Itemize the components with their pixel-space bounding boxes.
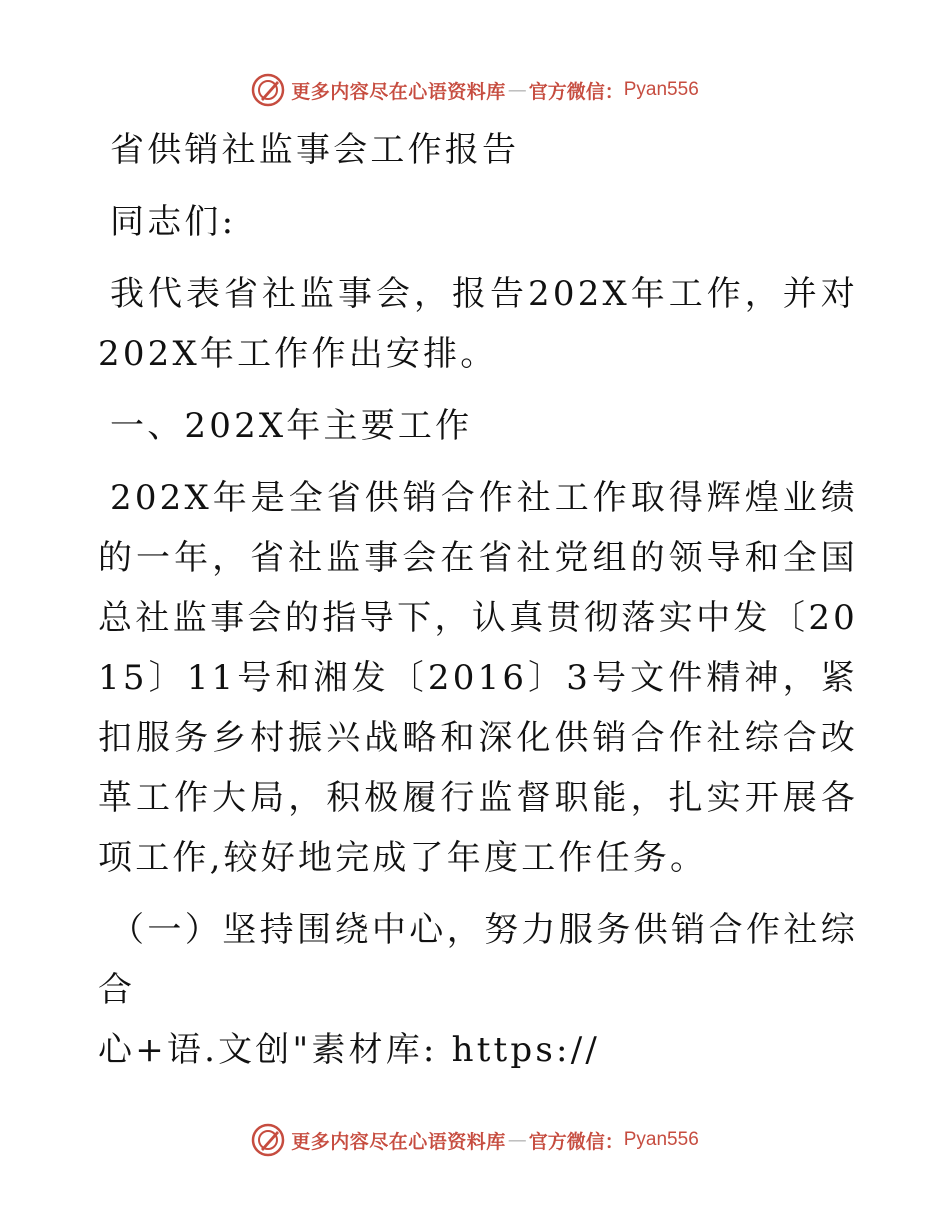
footer-watermark bbox=[0, 1120, 950, 1160]
watermark-brand: 更多内容尽在心语资料库 bbox=[291, 80, 506, 103]
header-watermark bbox=[0, 70, 950, 110]
watermark-separator: — bbox=[507, 1129, 527, 1151]
watermark-separator: — bbox=[507, 79, 527, 101]
section-body-paragraph: 202X年是全省供销合作社工作取得辉煌业绩的一年，省社监事会在省社党组的领导和全国总社监事会的指导下，认真贯彻落实中发〔2015〕11号和湘发〔2016〕3号文件精神，紧扣服务乡村振兴战略和深化供销合作社综合改革工作大局，积极履行监督职能，扎实开展各项工作,较好地完成了年度工作任务。 bbox=[98, 478, 858, 878]
watermark-official-label: 官方微信： bbox=[528, 1130, 624, 1153]
document-body bbox=[98, 120, 858, 1080]
intro-paragraph: 我代表省社监事会，报告202X年工作，并对202X年工作作出安排。 bbox=[98, 274, 858, 374]
salutation: 同志们: bbox=[110, 202, 237, 242]
watermark-official-label: 官方微信： bbox=[528, 80, 624, 103]
document-title: 省供销社监事会工作报告 bbox=[110, 130, 520, 170]
watermark-account: Pyan556 bbox=[623, 1129, 699, 1150]
brand-logo-icon bbox=[251, 1123, 285, 1157]
subsection-heading: （一）坚持围绕中心，努力服务供销合作社综合 bbox=[98, 910, 858, 1010]
section-heading: 一、202X年主要工作 bbox=[110, 406, 473, 446]
watermark-account: Pyan556 bbox=[623, 79, 699, 100]
brand-logo-icon bbox=[251, 73, 285, 107]
footer-note-line: 心+语.文创"素材库: https:// bbox=[98, 1030, 600, 1070]
watermark-brand: 更多内容尽在心语资料库 bbox=[291, 1130, 506, 1153]
